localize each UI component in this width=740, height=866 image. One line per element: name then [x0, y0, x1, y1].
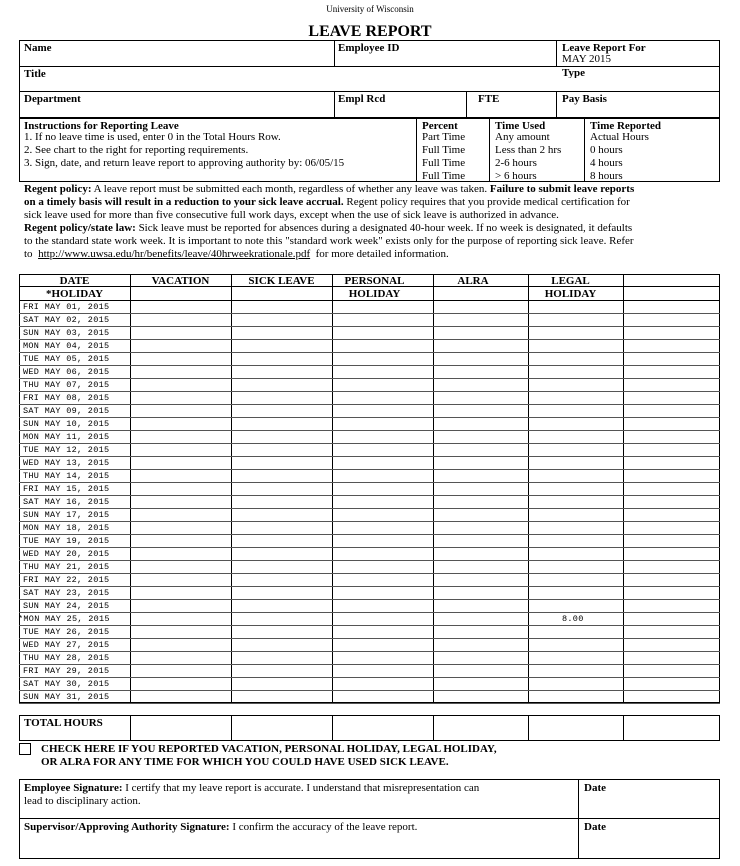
instruction-2: 2. See chart to the right for reporting requirements. [24, 144, 249, 156]
row-divider [19, 573, 720, 574]
table-row-date: WED MAY 06, 2015 [23, 367, 110, 377]
regent-policy-text: A leave report must be submitted each month, regardless of whether any leave was taken. [93, 183, 488, 195]
title-label: Title [24, 68, 46, 80]
instructions-heading: Instructions for Reporting Leave [24, 120, 179, 132]
row-divider [19, 599, 720, 600]
table-row-date: FRI MAY 08, 2015 [23, 393, 110, 403]
table-row-date: SUN MAY 10, 2015 [23, 419, 110, 429]
row-divider [19, 417, 720, 418]
policy-line-4 [24, 222, 632, 235]
table-row-date: FRI MAY 01, 2015 [23, 302, 110, 312]
department-label: Department [24, 93, 81, 105]
type-label: Type [562, 67, 586, 78]
row-divider [19, 378, 720, 379]
row-divider [19, 690, 720, 691]
row-divider [19, 495, 720, 496]
table-row-date: SAT MAY 02, 2015 [23, 315, 110, 325]
chart-header-time-reported: Time Reported [590, 120, 661, 132]
table-row-date: *MON MAY 25, 2015 [18, 614, 110, 624]
row-divider [19, 482, 720, 483]
row-divider [19, 664, 720, 665]
supervisor-signature-label: Supervisor/Approving Authority Signature: [24, 821, 230, 833]
row-divider [19, 560, 720, 561]
supervisor-signature-line [24, 821, 417, 834]
chart-cell: Less than 2 hrs [495, 144, 562, 156]
supervisor-signature-text: I confirm the accuracy of the leave report. [232, 821, 418, 833]
table-row-date: TUE MAY 19, 2015 [23, 536, 110, 546]
state-law-text: Sick leave must be reported for absences during a designated 40-hour week. If no week is designated, it defaults [138, 222, 633, 234]
row-divider [19, 352, 720, 353]
chart-cell: 0 hours [590, 144, 623, 156]
row-divider [19, 456, 720, 457]
chart-cell: Part Time [422, 131, 466, 143]
state-law-label: Regent policy/state law: [24, 222, 136, 234]
table-row-date: MON MAY 18, 2015 [23, 523, 110, 533]
row-divider [19, 443, 720, 444]
regent-policy-label: Regent policy: [24, 183, 92, 195]
policy-line-2 [24, 196, 630, 209]
header-sick-leave: SICK LEAVE [248, 275, 315, 287]
row-divider [19, 703, 720, 704]
header-vacation: VACATION [151, 275, 210, 287]
table-row-date: TUE MAY 05, 2015 [23, 354, 110, 364]
header-legal: LEGAL [551, 275, 590, 287]
policy-line-5: to the standard state work week. It is important to note this "standard work week" exists only for the purpose of reporting sick leave. Refer [24, 235, 634, 247]
employee-signature-label: Employee Signature: [24, 782, 123, 794]
chart-cell: Full Time [422, 157, 466, 169]
instruction-3: 3. Sign, date, and return leave report to approving authority by: 06/05/15 [24, 157, 345, 169]
policy-link[interactable]: http://www.uwsa.edu/hr/benefits/leave/40hrweekrationale.pdf [38, 248, 311, 260]
chart-cell: Any amount [495, 131, 550, 143]
university-name: University of Wisconsin [326, 4, 414, 14]
table-row-date: MON MAY 11, 2015 [23, 432, 110, 442]
policy-line-3: sick leave used for more than five consecutive full work days, except when the use of sick leave is authorized in advance. [24, 209, 559, 221]
row-divider [19, 365, 720, 366]
form-title: LEAVE REPORT [308, 23, 432, 40]
table-row-legal-holiday-hours: 8.00 [562, 614, 584, 624]
table-row-date: SUN MAY 31, 2015 [23, 692, 110, 702]
row-divider [19, 651, 720, 652]
table-row-date: SAT MAY 16, 2015 [23, 497, 110, 507]
row-divider [19, 534, 720, 535]
chart-cell: Full Time [422, 170, 466, 182]
supervisor-date-label: Date [584, 821, 606, 833]
table-row-date: TUE MAY 26, 2015 [23, 627, 110, 637]
table-row-date: SAT MAY 30, 2015 [23, 679, 110, 689]
total-hours-label: TOTAL HOURS [24, 717, 103, 729]
chart-cell: 4 hours [590, 157, 623, 169]
row-divider [19, 612, 720, 613]
regent-policy-warning: Failure to submit leave reports [489, 183, 635, 195]
policy-line-6 [24, 248, 449, 261]
employee-signature-line-2: lead to disciplinary action. [24, 795, 141, 807]
row-divider [19, 469, 720, 470]
table-row-date: THU MAY 14, 2015 [23, 471, 110, 481]
policy-line-1 [24, 183, 634, 196]
chart-cell: Full Time [422, 144, 466, 156]
row-divider [19, 404, 720, 405]
chart-cell: > 6 hours [495, 170, 537, 182]
chart-cell: 8 hours [590, 170, 623, 182]
table-row-date: WED MAY 20, 2015 [23, 549, 110, 559]
table-row-date: FRI MAY 29, 2015 [23, 666, 110, 676]
row-divider [19, 547, 720, 548]
total-hours-row [19, 715, 720, 741]
checkbox-label-line-2: OR ALRA FOR ANY TIME FOR WHICH YOU COULD HAVE USED SICK LEAVE. [41, 756, 449, 768]
table-row-date: WED MAY 27, 2015 [23, 640, 110, 650]
header-date: DATE [59, 275, 90, 287]
header-personal: PERSONAL [344, 275, 405, 287]
table-row-date: THU MAY 07, 2015 [23, 380, 110, 390]
table-row-date: SAT MAY 09, 2015 [23, 406, 110, 416]
instruction-1: 1. If no leave time is used, enter 0 in the Total Hours Row. [24, 131, 281, 143]
table-row-date: TUE MAY 12, 2015 [23, 445, 110, 455]
pay-basis-label: Pay Basis [562, 93, 607, 105]
policy-text: for more detailed information. [315, 248, 449, 260]
empl-rcd-label: Empl Rcd [338, 93, 386, 105]
table-row-date: MON MAY 04, 2015 [23, 341, 110, 351]
row-divider [19, 326, 720, 327]
table-row-date: SUN MAY 03, 2015 [23, 328, 110, 338]
table-row-date: SUN MAY 17, 2015 [23, 510, 110, 520]
row-divider [19, 625, 720, 626]
row-divider [19, 391, 720, 392]
header-alra: ALRA [457, 275, 489, 287]
table-row-date: FRI MAY 22, 2015 [23, 575, 110, 585]
chart-cell: 2-6 hours [495, 157, 537, 169]
employee-id-label: Employee ID [338, 42, 400, 54]
row-divider [19, 677, 720, 678]
table-row-date: SUN MAY 24, 2015 [23, 601, 110, 611]
employee-signature-line-1 [24, 782, 479, 795]
chart-cell: Actual Hours [590, 131, 649, 143]
chart-header-time-used: Time Used [495, 120, 546, 132]
employee-signature-text: I certify that my leave report is accurate. I understand that misrepresentation can [125, 782, 480, 794]
header-legal-holiday: HOLIDAY [544, 288, 597, 300]
chart-header-percent: Percent [422, 120, 458, 132]
checkbox-label-line-1: CHECK HERE IF YOU REPORTED VACATION, PERSONAL HOLIDAY, LEGAL HOLIDAY, [41, 743, 497, 755]
table-row-date: FRI MAY 15, 2015 [23, 484, 110, 494]
name-label: Name [24, 42, 52, 54]
report-month: MAY 2015 [562, 53, 612, 65]
table-row-date: THU MAY 21, 2015 [23, 562, 110, 572]
regent-policy-warning-2: on a timely basis will result in a reduction to your sick leave accrual. [24, 196, 344, 208]
header-holiday: *HOLIDAY [45, 288, 104, 300]
table-row-date: THU MAY 28, 2015 [23, 653, 110, 663]
row-divider [19, 638, 720, 639]
row-divider [19, 586, 720, 587]
row-divider [19, 508, 720, 509]
leave-report-for-label: Leave Report For [562, 42, 646, 54]
row-divider [19, 339, 720, 340]
row-divider [19, 521, 720, 522]
row-divider [19, 430, 720, 431]
fte-label: FTE [478, 93, 500, 105]
employee-date-label: Date [584, 782, 606, 794]
table-row-date: WED MAY 13, 2015 [23, 458, 110, 468]
regent-policy-text-2: Regent policy requires that you provide medical certification for [346, 196, 630, 208]
policy-text: to [24, 248, 33, 260]
header-personal-holiday: HOLIDAY [348, 288, 401, 300]
row-divider [19, 313, 720, 314]
table-row-date: SAT MAY 23, 2015 [23, 588, 110, 598]
sick-leave-checkbox[interactable] [19, 743, 31, 755]
